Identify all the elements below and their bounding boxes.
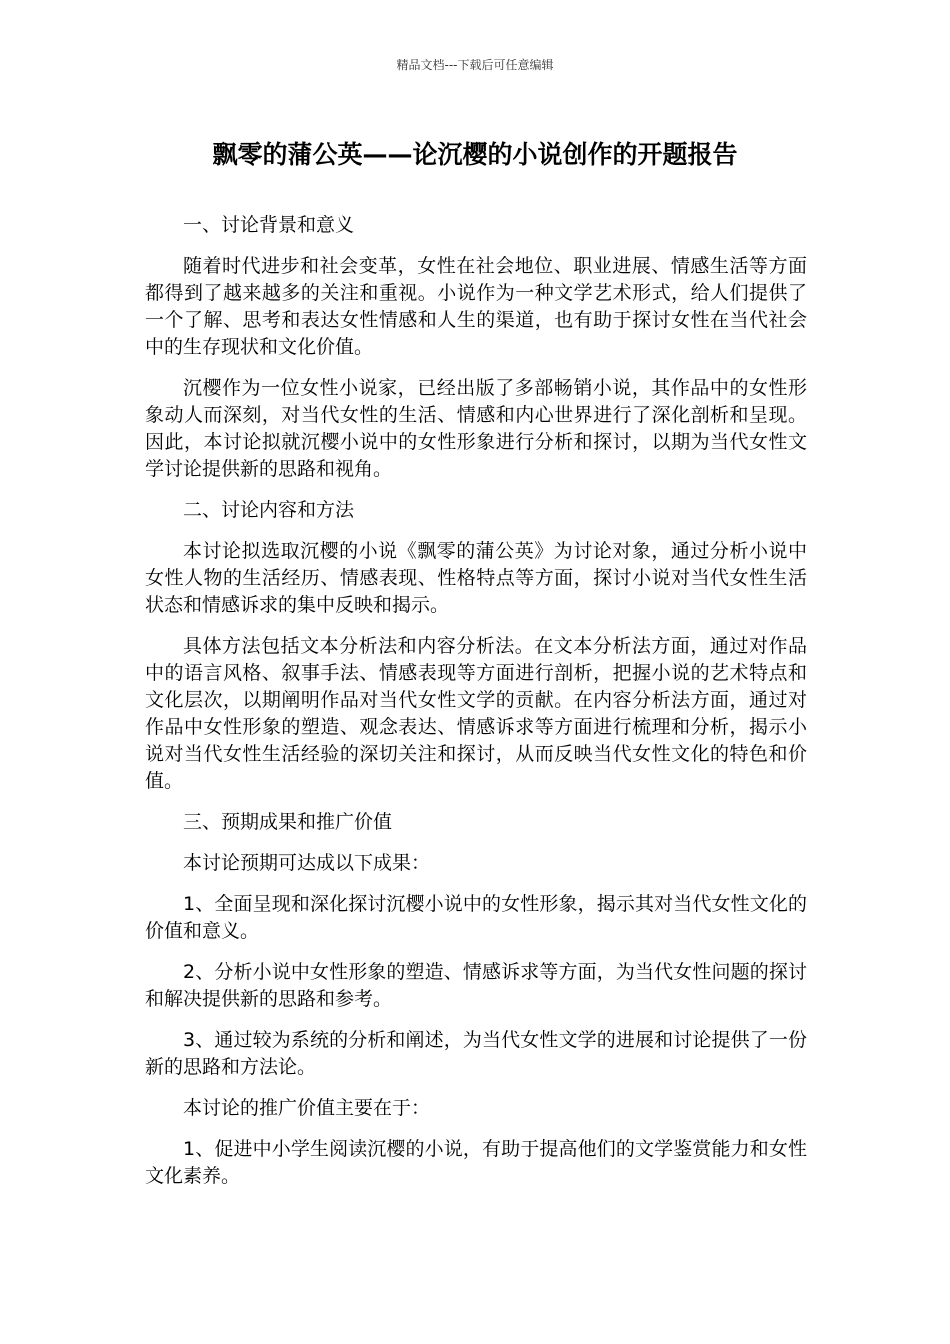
list-item: 2、分析小说中女性形象的塑造、情感诉求等方面，为当代女性问题的探讨和解决提供新的思路和参考。 xyxy=(145,961,807,1010)
document-body xyxy=(145,212,807,1204)
list-item: 1、促进中小学生阅读沉樱的小说，有助于提高他们的文学鉴赏能力和女性文化素养。 xyxy=(145,1138,807,1187)
list-item: 1、全面呈现和深化探讨沉樱小说中的女性形象，揭示其对当代女性文化的价值和意义。 xyxy=(145,893,807,942)
page-header: 精品文档---下载后可任意编辑 xyxy=(396,58,554,72)
document-title: 飘零的蒲公英——论沉樱的小说创作的开题报告 xyxy=(212,140,738,169)
section-heading-content-methods: 二、讨论内容和方法 xyxy=(183,499,355,521)
paragraph: 沉樱作为一位女性小说家，已经出版了多部畅销小说，其作品中的女性形象动人而深刻，对当代女性的生活、情感和内心世界进行了深化剖析和呈现。因此，本讨论拟就沉樱小说中的女性形象进行分析和探讨，以期为当代女性文学讨论提供新的思路和视角。 xyxy=(145,377,807,480)
paragraph: 本讨论的推广价值主要在于： xyxy=(183,1097,431,1119)
paragraph: 本讨论拟选取沉樱的小说《飘零的蒲公英》为讨论对象，通过分析小说中女性人物的生活经历、情感表现、性格特点等方面，探讨小说对当代女性生活状态和情感诉求的集中反映和揭示。 xyxy=(145,540,807,616)
section-heading-expected-results: 三、预期成果和推广价值 xyxy=(183,811,393,833)
paragraph: 随着时代进步和社会变革，女性在社会地位、职业进展、情感生活等方面都得到了越来越多的关注和重视。小说作为一种文学艺术形式，给人们提供了一个了解、思考和表达女性情感和人生的渠道，也有助于探讨女性在当代社会中的生存现状和文化价值。 xyxy=(145,255,807,358)
paragraph: 本讨论预期可达成以下成果： xyxy=(183,852,431,874)
paragraph: 具体方法包括文本分析法和内容分析法。在文本分析法方面，通过对作品中的语言风格、叙事手法、情感表现等方面进行剖析，把握小说的艺术特点和文化层次，以期阐明作品对当代女性文学的贡献。在内容分析法方面，通过对作品中女性形象的塑造、观念表达、情感诉求等方面进行梳理和分析，揭示小说对当代女性生活经验的深切关注和探讨，从而反映当代女性文化的特色和价值。 xyxy=(145,635,807,792)
list-item: 3、通过较为系统的分析和阐述，为当代女性文学的进展和讨论提供了一份新的思路和方法论。 xyxy=(145,1029,807,1078)
section-heading-background: 一、讨论背景和意义 xyxy=(183,214,355,236)
